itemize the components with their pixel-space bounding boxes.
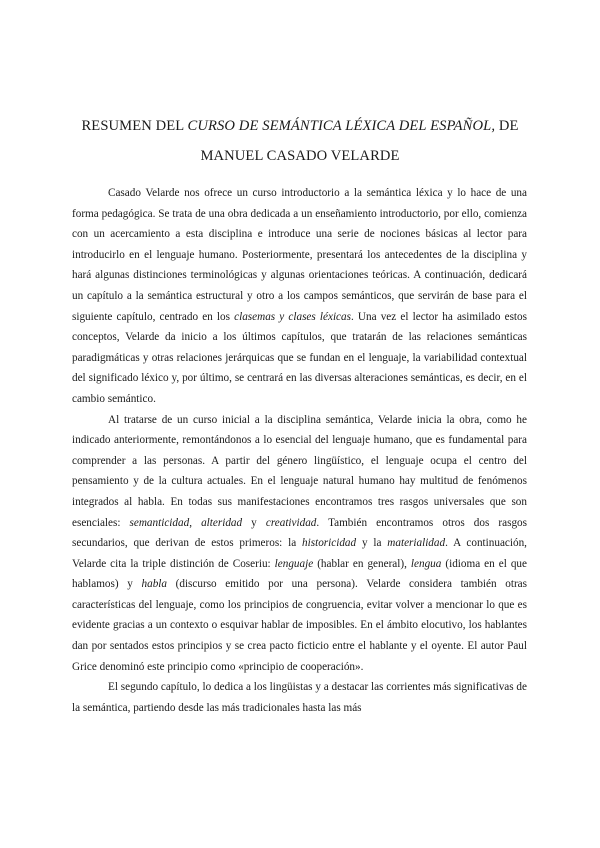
italic-term: creatividad — [265, 516, 317, 529]
text-run: y la — [356, 537, 388, 550]
paragraph — [72, 410, 527, 678]
paragraph — [72, 183, 527, 410]
text-run: (hablar en general), — [313, 557, 411, 570]
paragraph — [72, 677, 527, 718]
italic-term: clasemas y clases léxicas — [234, 310, 351, 323]
text-run: El segundo capítulo, lo dedica a los lingüistas y a destacar las corrientes más significativas de la semántica, partiendo desde las más tradicionales hasta las más — [72, 681, 527, 714]
text-run: . A continuación, Velarde cita la triple distinción de Coseriu: — [72, 537, 527, 570]
italic-term: semanticidad — [129, 516, 190, 529]
text-run: Al tratarse de un curso inicial a la disciplina semántica, Velarde inicia la obra, como he indicado anteriormente, remontándonos a lo esencial del lenguaje humano, que es fundamental para comprender a las personas. A partir del género lingüístico, el lenguaje ocupa el centro del pensamiento y de la cultura actuales. En el lenguaje natural humano hay multitud de fenómenos integrados al habla. En todas sus manifestaciones encontramos tres rasgos universales que son esenciales: — [72, 413, 527, 529]
italic-term: alteridad — [201, 516, 243, 529]
text-run: Casado Velarde nos ofrece un curso introductorio a la semántica léxica y lo hace de una forma pedagógica. Se trata de una obra dedicada a un enseñamiento introductorio, por ello, comienza con un acercamiento a esta disciplina e introduce una serie de nociones básicas al lector para introducirlo en el lenguaje humano. Posteriormente, presentará los antecedentes de la disciplina y hará algunas distinciones terminológicas y algunas orientaciones teóricas. A continuación, dedicará un capítulo a la semántica estructural y otro a los campos semánticos, que servirán de base para el siguiente capítulo, centrado en los — [72, 187, 527, 323]
italic-term: historicidad — [302, 537, 357, 550]
document-title — [70, 111, 530, 171]
title-book-name: CURSO DE SEMÁNTICA LÉXICA DEL ESPAÑOL, — [187, 118, 496, 134]
text-run: . Una vez el lector ha asimilado estos conceptos, Velarde da inicio a los últimos capítulos, que tratarán de las relaciones semánticas paradigmáticas y otras relaciones jerárquicas que se fundan en el lenguaje, la variabilidad contextual del significado léxico y, por último, se centrará en las diversas alteraciones semánticas, es decir, en el cambio semántico. — [72, 310, 527, 405]
italic-term: materialidad — [387, 537, 446, 550]
italic-term: habla — [141, 578, 167, 591]
italic-term: lengua — [410, 557, 442, 570]
text-run: (discurso emitido por una persona). Velarde considera también otras características del lenguaje, como los principios de congruencia, evitar volver a mencionar lo que es evidente gracias a un contexto o esquivar hablar de imposibles. En el ámbito elocutivo, los hablantes dan por sentados estos principios y se crea pacto ficticio entre el hablante y el oyente. El autor Paul Grice denominó este principio como «principio de cooperación». — [72, 578, 527, 673]
text-run: . También encontramos otros dos rasgos secundarios, que derivan de estos primeros: la — [72, 516, 528, 550]
italic-term: lenguaje — [274, 557, 314, 570]
document-body — [72, 183, 527, 718]
title-author: DE MANUEL CASADO VELARDE — [200, 118, 519, 164]
text-run: y — [242, 516, 266, 529]
text-run: , — [189, 516, 202, 529]
title-prefix: RESUMEN DEL — [81, 118, 188, 134]
text-run: (idioma en el que hablamos) y — [72, 557, 527, 591]
